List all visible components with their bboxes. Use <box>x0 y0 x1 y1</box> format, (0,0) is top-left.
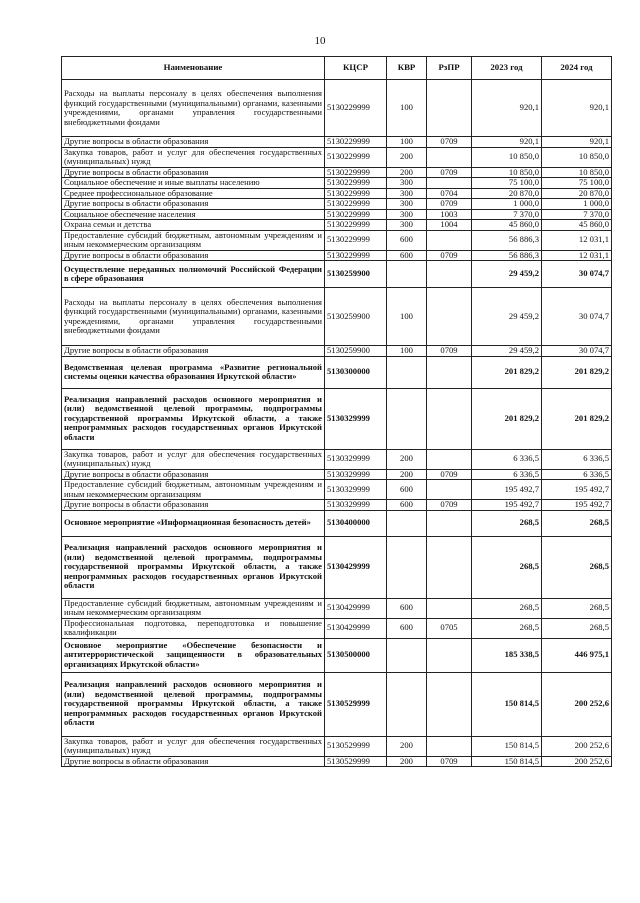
row-value-2023: 268,5 <box>472 598 542 618</box>
table-row <box>62 618 612 638</box>
row-value-2024: 7 370,0 <box>542 209 612 220</box>
row-rzpr <box>427 147 472 167</box>
table-row <box>62 598 612 618</box>
row-rzpr <box>427 598 472 618</box>
row-rzpr <box>427 536 472 598</box>
row-value-2023: 150 814,5 <box>472 756 542 767</box>
table-row <box>62 209 612 220</box>
row-kvr: 300 <box>387 188 427 199</box>
row-value-2023: 45 860,0 <box>472 220 542 231</box>
row-value-2023: 268,5 <box>472 536 542 598</box>
row-kvr: 100 <box>387 80 427 137</box>
row-kvr: 300 <box>387 178 427 189</box>
row-value-2023: 195 492,7 <box>472 480 542 500</box>
row-name: Другие вопросы в области образования <box>62 346 325 357</box>
row-kcsr: 5130229999 <box>325 230 387 250</box>
row-value-2023: 56 886,3 <box>472 230 542 250</box>
row-kcsr: 5130329999 <box>325 469 387 480</box>
row-value-2023: 201 829,2 <box>472 388 542 449</box>
table-row <box>62 167 612 178</box>
row-rzpr: 0704 <box>427 188 472 199</box>
header-kvr: КВР <box>387 57 427 80</box>
row-value-2024: 6 336,5 <box>542 449 612 469</box>
row-kvr <box>387 388 427 449</box>
row-kcsr: 5130229999 <box>325 178 387 189</box>
table-row <box>62 250 612 261</box>
row-kcsr: 5130259900 <box>325 346 387 357</box>
row-name: Другие вопросы в области образования <box>62 137 325 148</box>
row-value-2024: 10 850,0 <box>542 167 612 178</box>
row-rzpr <box>427 356 472 388</box>
row-rzpr: 0709 <box>427 167 472 178</box>
table-row <box>62 388 612 449</box>
row-kcsr: 5130229999 <box>325 199 387 210</box>
row-kcsr: 5130300000 <box>325 356 387 388</box>
row-kvr: 200 <box>387 736 427 756</box>
row-kvr: 600 <box>387 500 427 511</box>
row-rzpr <box>427 736 472 756</box>
table-row <box>62 480 612 500</box>
row-kcsr: 5130329999 <box>325 388 387 449</box>
row-kvr: 200 <box>387 167 427 178</box>
row-kcsr: 5130229999 <box>325 80 387 137</box>
row-value-2024: 195 492,7 <box>542 500 612 511</box>
row-value-2023: 20 870,0 <box>472 188 542 199</box>
row-value-2024: 30 074,7 <box>542 261 612 288</box>
row-rzpr: 0705 <box>427 618 472 638</box>
row-value-2023: 29 459,2 <box>472 261 542 288</box>
table-row <box>62 147 612 167</box>
row-name: Предоставление субсидий бюджетным, автономным учреждениям и иным некоммерческим организациям <box>62 230 325 250</box>
row-value-2023: 268,5 <box>472 510 542 536</box>
header-2023: 2023 год <box>472 57 542 80</box>
table-row <box>62 736 612 756</box>
row-value-2023: 10 850,0 <box>472 167 542 178</box>
row-value-2024: 45 860,0 <box>542 220 612 231</box>
row-kvr: 100 <box>387 288 427 346</box>
table-row <box>62 178 612 189</box>
row-rzpr <box>427 638 472 672</box>
row-rzpr <box>427 178 472 189</box>
row-value-2023: 920,1 <box>472 137 542 148</box>
row-name: Основное мероприятие «Обеспечение безопасности и антитеррористической защищенности в образовательных организациях Иркутской области» <box>62 638 325 672</box>
table-header-row <box>62 57 612 80</box>
row-name: Реализация направлений расходов основного мероприятия и (или) ведомственной целевой программы, подпрограммы государственной программы Иркутской области, а также непрограммных расходов государственных органов Иркутской области <box>62 536 325 598</box>
row-kcsr: 5130259900 <box>325 288 387 346</box>
table-row <box>62 449 612 469</box>
row-name: Профессиональная подготовка, переподготовка и повышение квалификации <box>62 618 325 638</box>
row-rzpr: 0709 <box>427 346 472 357</box>
table-row <box>62 199 612 210</box>
row-value-2023: 75 100,0 <box>472 178 542 189</box>
table-row <box>62 261 612 288</box>
row-name: Предоставление субсидий бюджетным, автономным учреждениям и иным некоммерческим организациям <box>62 598 325 618</box>
row-kvr <box>387 356 427 388</box>
row-kvr: 600 <box>387 598 427 618</box>
row-name: Осуществление переданных полномочий Российской Федерации в сфере образования <box>62 261 325 288</box>
row-name: Другие вопросы в области образования <box>62 500 325 511</box>
row-value-2023: 6 336,5 <box>472 469 542 480</box>
row-kcsr: 5130229999 <box>325 188 387 199</box>
row-rzpr <box>427 480 472 500</box>
row-kcsr: 5130229999 <box>325 209 387 220</box>
table-row <box>62 80 612 137</box>
row-rzpr: 0709 <box>427 137 472 148</box>
row-kvr: 100 <box>387 137 427 148</box>
row-value-2023: 185 338,5 <box>472 638 542 672</box>
row-name: Расходы на выплаты персоналу в целях обеспечения выполнения функций государственными (муниципальными) органами, казенными учреждениями, органами управления государственными внебюджетными фондами <box>62 288 325 346</box>
row-rzpr <box>427 80 472 137</box>
row-value-2024: 20 870,0 <box>542 188 612 199</box>
row-kvr <box>387 638 427 672</box>
header-name: Наименование <box>62 57 325 80</box>
row-value-2024: 201 829,2 <box>542 356 612 388</box>
row-rzpr <box>427 230 472 250</box>
row-name: Закупка товаров, работ и услуг для обеспечения государственных (муниципальных) нужд <box>62 449 325 469</box>
table-row <box>62 137 612 148</box>
row-rzpr: 0709 <box>427 756 472 767</box>
row-kcsr: 5130529999 <box>325 756 387 767</box>
row-name: Расходы на выплаты персоналу в целях обеспечения выполнения функций государственными (муниципальными) органами, казенными учреждениями, органами управления государственными внебюджетными фондами <box>62 80 325 137</box>
row-value-2024: 268,5 <box>542 618 612 638</box>
row-value-2024: 12 031,1 <box>542 230 612 250</box>
table-row <box>62 469 612 480</box>
row-value-2023: 920,1 <box>472 80 542 137</box>
row-name: Другие вопросы в области образования <box>62 756 325 767</box>
row-value-2024: 30 074,7 <box>542 346 612 357</box>
row-value-2024: 200 252,6 <box>542 672 612 736</box>
row-value-2023: 1 000,0 <box>472 199 542 210</box>
row-name: Другие вопросы в области образования <box>62 167 325 178</box>
row-rzpr <box>427 288 472 346</box>
row-name: Закупка товаров, работ и услуг для обеспечения государственных (муниципальных) нужд <box>62 147 325 167</box>
row-rzpr: 0709 <box>427 500 472 511</box>
row-value-2023: 7 370,0 <box>472 209 542 220</box>
table-row <box>62 500 612 511</box>
header-kcsr: КЦСР <box>325 57 387 80</box>
row-rzpr: 0709 <box>427 250 472 261</box>
header-rzpr: РзПР <box>427 57 472 80</box>
table-row <box>62 220 612 231</box>
table-row <box>62 288 612 346</box>
row-kvr: 600 <box>387 480 427 500</box>
row-name: Другие вопросы в области образования <box>62 469 325 480</box>
row-value-2023: 29 459,2 <box>472 288 542 346</box>
row-rzpr <box>427 449 472 469</box>
row-rzpr: 0709 <box>427 469 472 480</box>
row-rzpr: 1004 <box>427 220 472 231</box>
row-kcsr: 5130529999 <box>325 672 387 736</box>
row-kvr <box>387 510 427 536</box>
row-kcsr: 5130429999 <box>325 536 387 598</box>
row-kvr <box>387 536 427 598</box>
row-kcsr: 5130259900 <box>325 261 387 288</box>
row-kcsr: 5130529999 <box>325 736 387 756</box>
table-row <box>62 756 612 767</box>
row-value-2024: 200 252,6 <box>542 756 612 767</box>
row-kcsr: 5130229999 <box>325 147 387 167</box>
row-name: Социальное обеспечение и иные выплаты населению <box>62 178 325 189</box>
table-row <box>62 638 612 672</box>
row-kvr: 200 <box>387 756 427 767</box>
row-kcsr: 5130329999 <box>325 500 387 511</box>
row-value-2024: 12 031,1 <box>542 250 612 261</box>
header-2024: 2024 год <box>542 57 612 80</box>
row-kcsr: 5130400000 <box>325 510 387 536</box>
row-value-2023: 150 814,5 <box>472 736 542 756</box>
row-kvr: 600 <box>387 250 427 261</box>
table-row <box>62 188 612 199</box>
row-value-2024: 268,5 <box>542 598 612 618</box>
row-value-2024: 195 492,7 <box>542 480 612 500</box>
row-value-2024: 1 000,0 <box>542 199 612 210</box>
table-row <box>62 346 612 357</box>
table-body <box>62 80 612 767</box>
row-kcsr: 5130229999 <box>325 167 387 178</box>
row-value-2023: 150 814,5 <box>472 672 542 736</box>
row-rzpr <box>427 510 472 536</box>
row-value-2024: 268,5 <box>542 536 612 598</box>
row-kvr: 600 <box>387 230 427 250</box>
row-kcsr: 5130329999 <box>325 480 387 500</box>
row-name: Другие вопросы в области образования <box>62 250 325 261</box>
row-name: Реализация направлений расходов основного мероприятия и (или) ведомственной целевой программы, подпрограммы государственной программы Иркутской области, а также непрограммных расходов государственных органов Иркутской области <box>62 388 325 449</box>
row-kvr: 200 <box>387 469 427 480</box>
row-kcsr: 5130229999 <box>325 250 387 261</box>
row-kvr: 600 <box>387 618 427 638</box>
budget-table <box>61 56 612 767</box>
table-row <box>62 356 612 388</box>
row-name: Реализация направлений расходов основного мероприятия и (или) ведомственной целевой программы, подпрограммы государственной программы Иркутской области, а также непрограммных расходов государственных органов Иркутской области <box>62 672 325 736</box>
row-kcsr: 5130329999 <box>325 449 387 469</box>
row-kcsr: 5130429999 <box>325 598 387 618</box>
row-kvr: 300 <box>387 220 427 231</box>
table-row <box>62 230 612 250</box>
row-kvr: 200 <box>387 147 427 167</box>
row-name: Охрана семьи и детства <box>62 220 325 231</box>
row-value-2023: 56 886,3 <box>472 250 542 261</box>
row-rzpr <box>427 388 472 449</box>
row-kvr: 300 <box>387 209 427 220</box>
row-name: Среднее профессиональное образование <box>62 188 325 199</box>
row-value-2024: 201 829,2 <box>542 388 612 449</box>
row-kcsr: 5130429999 <box>325 618 387 638</box>
row-name: Другие вопросы в области образования <box>62 199 325 210</box>
row-name: Ведомственная целевая программа «Развитие региональной системы оценки качества образования Иркутской области» <box>62 356 325 388</box>
row-value-2024: 920,1 <box>542 137 612 148</box>
row-value-2023: 201 829,2 <box>472 356 542 388</box>
row-name: Закупка товаров, работ и услуг для обеспечения государственных (муниципальных) нужд <box>62 736 325 756</box>
row-value-2023: 10 850,0 <box>472 147 542 167</box>
row-value-2024: 10 850,0 <box>542 147 612 167</box>
table-row <box>62 536 612 598</box>
row-rzpr: 1003 <box>427 209 472 220</box>
row-kvr <box>387 261 427 288</box>
row-name: Предоставление субсидий бюджетным, автономным учреждениям и иным некоммерческим организациям <box>62 480 325 500</box>
row-name: Социальное обеспечение населения <box>62 209 325 220</box>
row-kcsr: 5130229999 <box>325 220 387 231</box>
row-kvr: 100 <box>387 346 427 357</box>
row-value-2023: 195 492,7 <box>472 500 542 511</box>
row-kvr: 200 <box>387 449 427 469</box>
row-value-2023: 268,5 <box>472 618 542 638</box>
row-value-2024: 268,5 <box>542 510 612 536</box>
row-value-2024: 920,1 <box>542 80 612 137</box>
row-value-2024: 200 252,6 <box>542 736 612 756</box>
row-kvr: 300 <box>387 199 427 210</box>
row-value-2023: 29 459,2 <box>472 346 542 357</box>
row-rzpr: 0709 <box>427 199 472 210</box>
row-value-2024: 446 975,1 <box>542 638 612 672</box>
row-value-2024: 6 336,5 <box>542 469 612 480</box>
row-value-2023: 6 336,5 <box>472 449 542 469</box>
row-rzpr <box>427 672 472 736</box>
row-value-2024: 75 100,0 <box>542 178 612 189</box>
row-value-2024: 30 074,7 <box>542 288 612 346</box>
row-rzpr <box>427 261 472 288</box>
table-row <box>62 510 612 536</box>
table-row <box>62 672 612 736</box>
row-name: Основное мероприятие «Информационная безопасность детей» <box>62 510 325 536</box>
row-kcsr: 5130229999 <box>325 137 387 148</box>
row-kvr <box>387 672 427 736</box>
row-kcsr: 5130500000 <box>325 638 387 672</box>
page-number: 10 <box>314 35 326 47</box>
